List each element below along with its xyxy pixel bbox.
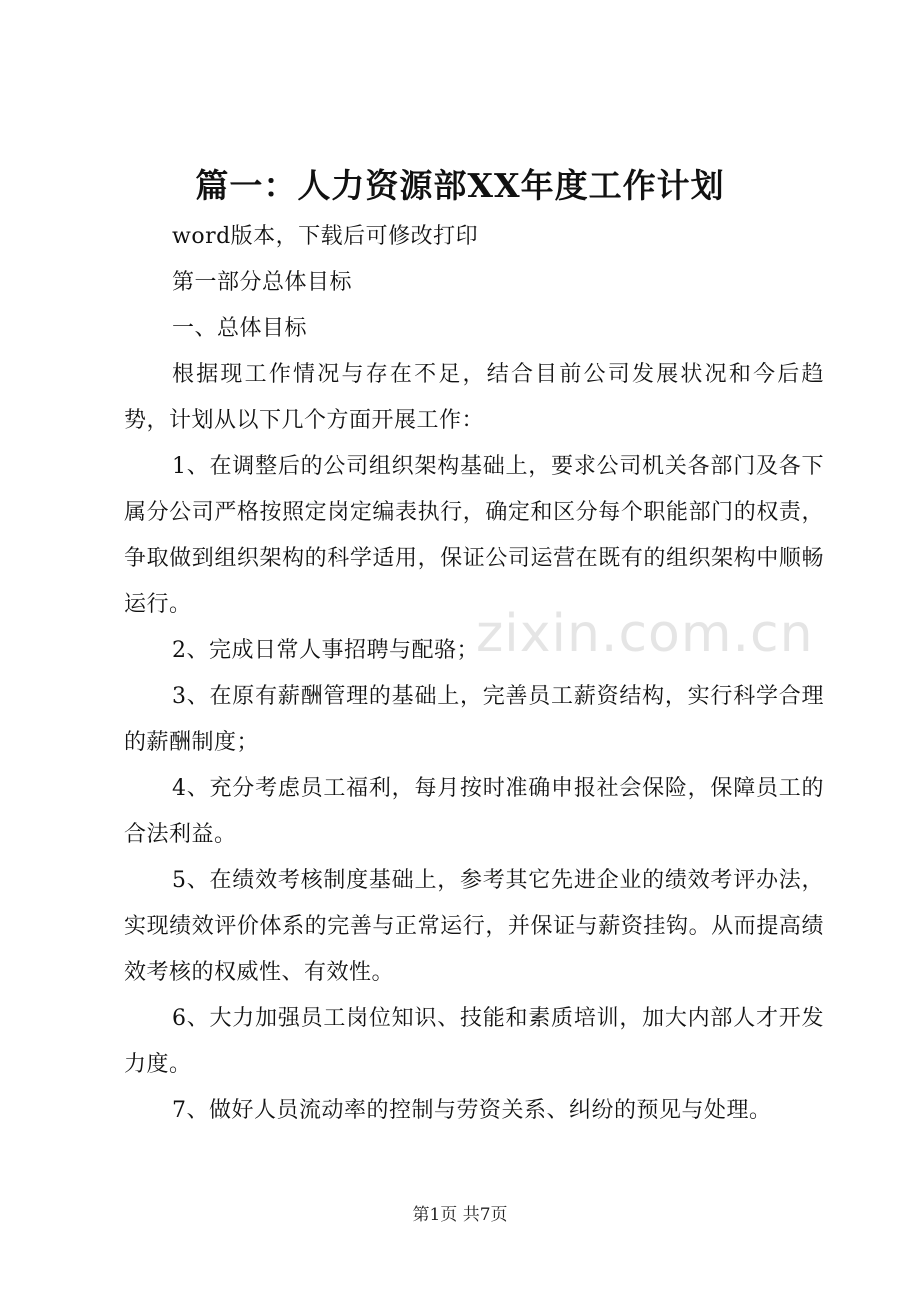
paragraph-item-7: 7、做好人员流动率的控制与劳资关系、纠纷的预见与处理。 <box>172 1098 772 1123</box>
document-body <box>124 214 824 1134</box>
paragraph-item-2: 2、完成日常人事招聘与配骆； <box>172 638 479 663</box>
paragraph-item-4: 4、充分考虑员工福利，每月按时准确申报社会保险，保障员工的合法利益。 <box>124 776 824 847</box>
paragraph-item-3: 3、在原有薪酬管理的基础上，完善员工薪资结构，实行科学合理的薪酬制度； <box>124 684 824 755</box>
paragraph-note: word版本，下载后可修改打印 <box>172 224 479 249</box>
paragraph-intro: 根据现工作情况与存在不足，结合目前公司发展状况和今后趋势，计划从以下几个方面开展工作： <box>124 362 824 433</box>
document-title: 篇一：人力资源部XX年度工作计划 <box>195 166 725 205</box>
paragraph-part-heading: 第一部分总体目标 <box>172 270 353 295</box>
paragraph-item-6: 6、大力加强员工岗位知识、技能和素质培训，加大内部人才开发力度。 <box>124 1006 824 1077</box>
paragraph-item-1: 1、在调整后的公司组织架构基础上，要求公司机关各部门及各下属分公司严格按照定岗定编表执行，确定和区分每个职能部门的权责，争取做到组织架构的科学适用，保证公司运营在既有的组织架构中顺畅运行。 <box>124 454 824 617</box>
paragraph-section-heading: 一、总体目标 <box>172 316 308 341</box>
watermark: zixin.com.cn <box>476 604 814 664</box>
page-footer: 第1页 共7页 <box>412 1205 508 1225</box>
paragraph-item-5: 5、在绩效考核制度基础上，参考其它先进企业的绩效考评办法，实现绩效评价体系的完善与正常运行，并保证与薪资挂钩。从而提高绩效考核的权威性、有效性。 <box>124 868 824 985</box>
